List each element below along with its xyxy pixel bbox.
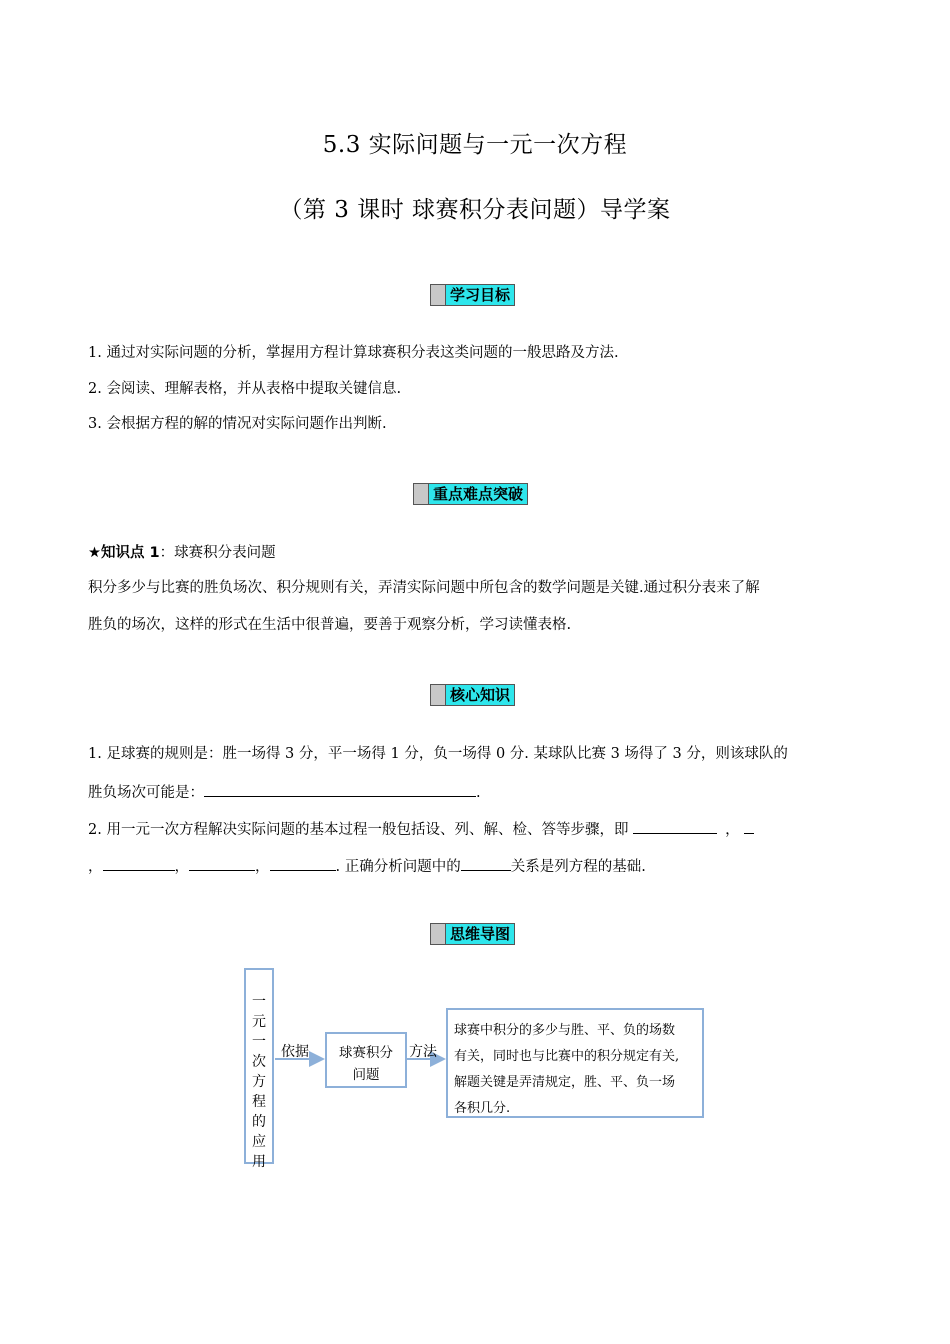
right-line: 解题关键是弄清规定，胜、平、负一场 <box>454 1075 676 1090</box>
heading-label: 学习目标 <box>446 285 514 305</box>
doc-title-line1: 5.3 实际问题与一元一次方程 <box>322 132 628 158</box>
root-char: 次 <box>252 1054 266 1070</box>
q2-relation-text: 关系是列方程的基础. <box>510 859 646 875</box>
heading-marker <box>431 285 446 305</box>
heading-label: 重点难点突破 <box>429 484 527 504</box>
heading-marker <box>431 924 446 944</box>
q2-prompt: 2. 用一元一次方程解决实际问题的基本过程一般包括设、列、解、检、答等步骤，即 <box>88 822 634 838</box>
section-heading-mindmap <box>430 923 515 945</box>
knowledge-point-label: ★知识点 1 <box>88 545 160 561</box>
arrow-label-method: 方法 <box>409 1044 437 1060</box>
root-char: 一 <box>252 994 266 1010</box>
answer-blank[interactable] <box>270 855 336 871</box>
answer-blank[interactable] <box>189 855 255 871</box>
q2-comma: ， <box>88 859 103 875</box>
arrow-label-basis: 依据 <box>281 1044 309 1060</box>
goal-item-3: 3. 会根据方程的解的情况对实际问题作出判断. <box>88 416 387 432</box>
right-line: 球赛中积分的多少与胜、平、负的场数 <box>454 1023 676 1038</box>
heading-marker <box>414 484 429 504</box>
goal-item-1: 1. 通过对实际问题的分析，掌握用方程计算球赛积分表这类问题的一般思路及方法. <box>88 345 619 361</box>
answer-blank[interactable] <box>103 855 175 871</box>
doc-title-line2: （第 3 课时 球赛积分表问题）导学案 <box>279 197 671 223</box>
root-char: 应 <box>252 1134 266 1150</box>
root-char: 程 <box>252 1094 266 1110</box>
answer-blank[interactable] <box>633 818 717 834</box>
middle-line: 球赛积分 <box>339 1045 393 1061</box>
core-q2-line1 <box>88 818 754 840</box>
goal-item-2: 2. 会阅读、理解表格，并从表格中提取关键信息. <box>88 381 402 397</box>
mindmap-root-box <box>244 968 274 1170</box>
root-char: 元 <box>252 1014 266 1030</box>
root-char: 一 <box>252 1034 266 1050</box>
root-char: 用 <box>252 1154 266 1170</box>
answer-blank[interactable] <box>461 855 511 871</box>
answer-blank[interactable] <box>744 818 754 834</box>
focus-text-line2: 胜负的场次，这样的形式在生活中很普遍，要善于观察分析，学习读懂表格. <box>88 617 572 633</box>
knowledge-point-heading <box>88 543 276 563</box>
core-q1-line2 <box>88 781 481 803</box>
q2-comma: ， <box>174 859 189 875</box>
q2-comma: ， <box>255 859 270 875</box>
section-heading-core <box>430 684 515 706</box>
knowledge-point-title: ：球赛积分表问题 <box>159 545 276 561</box>
heading-label: 思维导图 <box>446 924 514 944</box>
section-heading-focus <box>413 483 528 505</box>
section-heading-goals <box>430 284 515 306</box>
q1-prompt: 胜负场次可能是： <box>88 785 204 801</box>
mindmap-middle-box <box>325 1032 407 1088</box>
core-q1-line1: 1. 足球赛的规则是：胜一场得 3 分，平一场得 1 分，负一场得 0 分. 某球队比赛 3 场得了 3 分，则该球队的 <box>88 746 788 762</box>
heading-marker <box>431 685 446 705</box>
right-line: 各积几分. <box>454 1101 511 1116</box>
mindmap-right-box <box>446 1008 704 1118</box>
right-line: 有关，同时也与比赛中的积分规定有关, <box>454 1049 680 1064</box>
middle-line: 问题 <box>352 1067 380 1083</box>
focus-text-line1: 积分多少与比赛的胜负场次、积分规则有关，弄清实际问题中所包含的数学问题是关键.通过积分表来了解 <box>88 580 760 596</box>
q2-comma: ， <box>725 822 740 838</box>
q2-analysis-text: . 正确分析问题中的 <box>335 859 461 875</box>
heading-label: 核心知识 <box>446 685 514 705</box>
q1-period: . <box>476 785 481 801</box>
answer-blank[interactable] <box>204 781 476 797</box>
root-char: 方 <box>252 1074 266 1090</box>
root-char: 的 <box>252 1114 266 1130</box>
core-q2-line2 <box>88 855 646 877</box>
